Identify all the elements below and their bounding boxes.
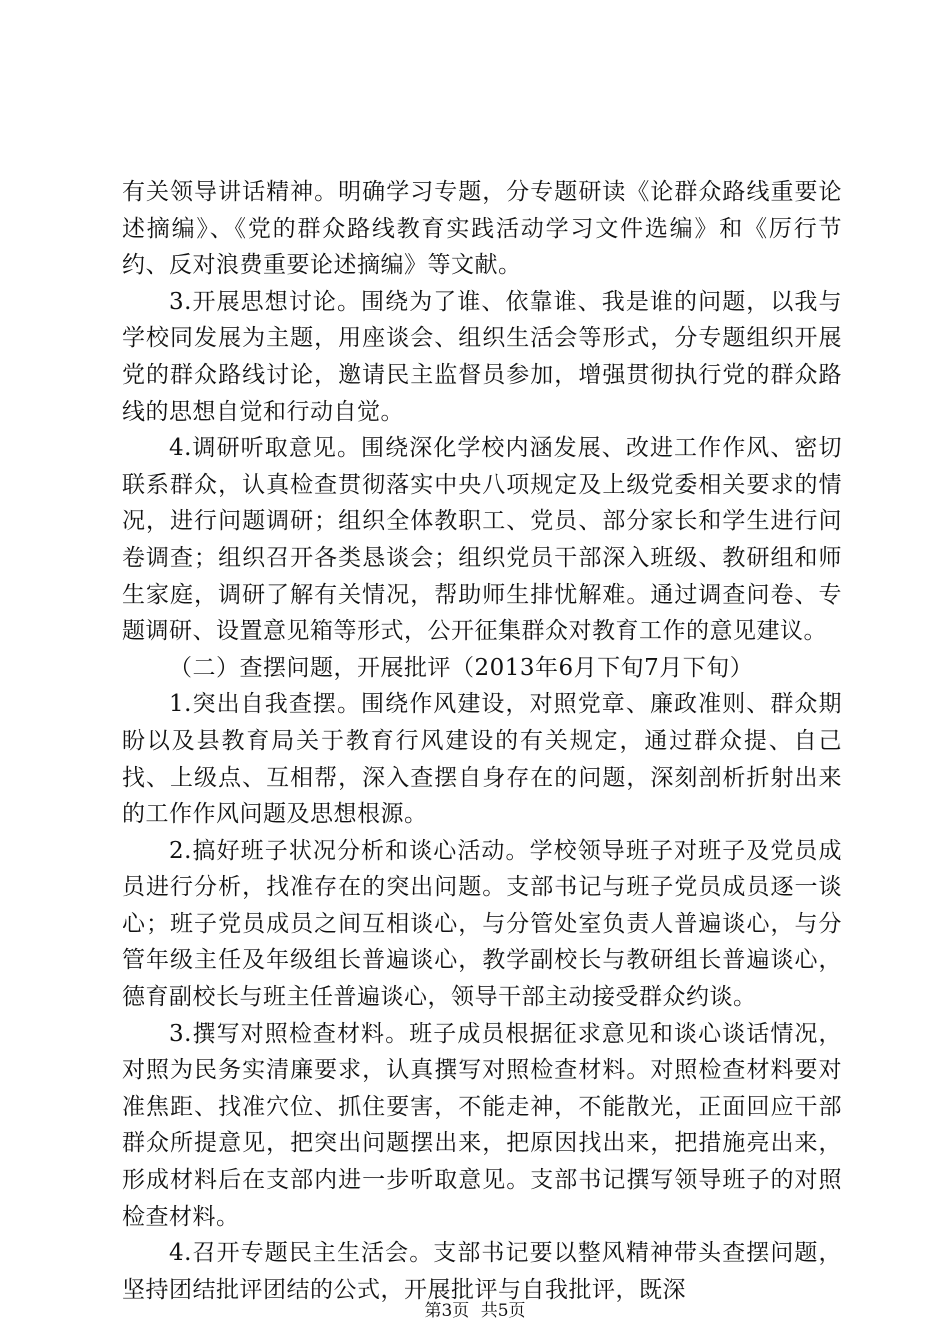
paragraph-1: 有关领导讲话精神。明确学习专题，分专题研读《论群众路线重要论述摘编》、《党的群众路线教育实践活动学习文件选编》和《厉行节约、反对浪费重要论述摘编》等文献。 [122,179,842,279]
page-number: 第3页 [424,1301,470,1321]
document-body [122,174,842,1308]
paragraph-3: 4.调研听取意见。围绕深化学校内涵发展、改进工作作风、密切联系群众，认真检查贯彻落实中央八项规定及上级党委相关要求的情况，进行问题调研；组织全体教职工、党员、部分家长和学生进行问卷调查；组织召开各类恳谈会；组织党员干部深入班级、教研组和师生家庭，调研了解有关情况，帮助师生排忧解难。通过调查问卷、专题调研、设置意见箱等形式，公开征集群众对教育工作的意见建议。 [122,435,842,645]
paragraph-2: 3.开展思想讨论。围绕为了谁、依靠谁、我是谁的问题，以我与学校同发展为主题，用座谈会、组织生活会等形式，分专题组织开展党的群众路线讨论，邀请民主监督员参加，增强贯彻执行党的群众路线的思想自觉和行动自觉。 [122,288,842,425]
page-total: 共5页 [480,1301,526,1321]
paragraph-7: 3.撰写对照检查材料。班子成员根据征求意见和谈心谈话情况，对照为民务实清廉要求，认真撰写对照检查材料。对照检查材料要对准焦距、找准穴位、抓住要害，不能走神，不能散光，正面回应干部群众所提意见，把突出问题摆出来，把原因找出来，把措施亮出来，形成材料后在支部内进一步听取意见。支部书记撰写领导班子的对照检查材料。 [122,1020,842,1230]
paragraph-8: 4.召开专题民主生活会。支部书记要以整风精神带头查摆问题，坚持团结批评团结的公式，开展批评与自我批评，既深 [122,1240,842,1303]
paragraph-5: 1.突出自我查摆。围绕作风建设，对照党章、廉政准则、群众期盼以及县教育局关于教育行风建设的有关规定，通过群众提、自己找、上级点、互相帮，深入查摆自身存在的问题，深刻剖析折射出来的工作作风问题及思想根源。 [122,691,842,828]
paragraph-6: 2.搞好班子状况分析和谈心活动。学校领导班子对班子及党员成员进行分析，找准存在的突出问题。支部书记与班子党员成员逐一谈心；班子党员成员之间互相谈心，与分管处室负责人普遍谈心，与分管年级主任及年级组长普遍谈心，教学副校长与教研组长普遍谈心，德育副校长与班主任普遍谈心，领导干部主动接受群众约谈。 [122,837,842,1011]
page-footer [0,1300,950,1322]
section-heading: （二）查摆问题，开展批评（2013年6月下旬7月下旬） [169,654,754,681]
